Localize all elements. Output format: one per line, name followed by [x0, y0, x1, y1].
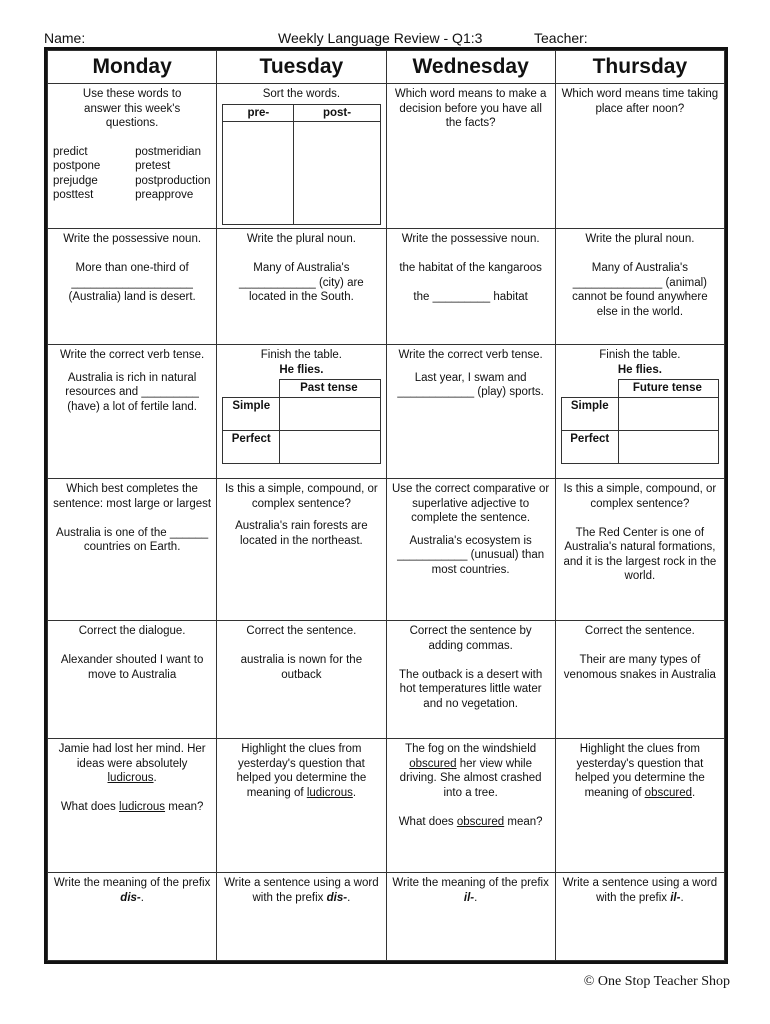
- passage: [53, 742, 211, 786]
- row-corrections: [48, 621, 725, 739]
- question: the habitat of the kangaroos: [399, 262, 542, 274]
- question: Many of Australia's ______________ (animal) cannot be found anywhere else in the world.: [572, 262, 708, 318]
- instruction: Sort the words.: [262, 88, 341, 100]
- instruction: Is this a simple, compound, or complex sentence?: [563, 483, 717, 510]
- question: the _________ habitat: [413, 291, 528, 303]
- passage: [392, 742, 550, 800]
- cell-mon-3: [48, 345, 217, 479]
- question: The outback is a desert with hot temperatures little water and no vegetation.: [399, 668, 543, 710]
- simple-label: Simple: [561, 397, 618, 430]
- instruction: Which best completes the sentence: most large or largest: [53, 483, 212, 510]
- cell-thu-2: [555, 229, 724, 345]
- post-column-header: post-: [294, 104, 380, 122]
- vocab-word: ludicrous: [107, 772, 154, 784]
- prefix: dis-: [326, 891, 348, 904]
- prefix: dis-: [120, 891, 141, 904]
- instruction: Write the plural noun.: [585, 233, 695, 245]
- question: Which word means time taking place after noon?: [561, 88, 719, 115]
- question: Australia's rain forests are located in the northeast.: [235, 520, 368, 547]
- post-answer-box[interactable]: [294, 122, 380, 225]
- cell-tue-4: [217, 479, 386, 621]
- cell-thu-1: [555, 84, 724, 229]
- word-list: [53, 145, 211, 203]
- question: Australia's ecosystem is ___________ (unusual) than most countries.: [397, 534, 545, 576]
- page-header: [44, 30, 730, 48]
- past-tense-table: [222, 379, 380, 464]
- perfect-label: Perfect: [561, 430, 618, 463]
- row-nouns: [48, 229, 725, 345]
- perfect-label: Perfect: [223, 430, 280, 463]
- question: [53, 800, 211, 815]
- cell-tue-2: [217, 229, 386, 345]
- instruction: Use the correct comparative or superlative adjective to complete the sentence.: [392, 483, 550, 524]
- day-header-row: [48, 51, 725, 84]
- cell-tue-7: [217, 873, 386, 961]
- punctuation: .: [474, 891, 478, 904]
- question: Their are many types of venomous snakes in Australia: [563, 654, 716, 681]
- word: predict: [53, 145, 88, 158]
- row-sentences: [48, 479, 725, 621]
- punctuation: .: [691, 786, 696, 799]
- question: More than one-third of ___________________ (Australia) land is desert.: [68, 262, 196, 303]
- cell-mon-1: [48, 84, 217, 229]
- word: postpone: [53, 160, 101, 172]
- cell-wed-5: [386, 621, 555, 739]
- cell-wed-3: [386, 345, 555, 479]
- instruction: Write the possessive noun.: [63, 233, 202, 245]
- pre-column-header: pre-: [223, 104, 294, 122]
- review-sheet: [44, 47, 728, 964]
- cell-mon-4: [48, 479, 217, 621]
- vocab-word: obscured: [644, 786, 692, 799]
- word: preapprove: [135, 189, 194, 201]
- cell-thu-7: [555, 873, 724, 961]
- perfect-answer-box[interactable]: [280, 430, 380, 463]
- review-grid: [47, 50, 725, 961]
- name-label: Name:: [44, 30, 86, 46]
- instruction-text: Highlight the clues from yesterday's question that helped you determine the meaning of: [574, 743, 705, 799]
- question-text: What does: [60, 801, 116, 813]
- instruction: Use these words to answer this week's questions.: [82, 88, 182, 129]
- instruction-text: Write the meaning of the prefix: [53, 877, 211, 889]
- cell-wed-2: [386, 229, 555, 345]
- cell-tue-5: [217, 621, 386, 739]
- question-text: What does: [398, 815, 454, 828]
- simple-answer-box[interactable]: [618, 397, 718, 430]
- cell-mon-7: [48, 873, 217, 961]
- instruction: [222, 742, 380, 800]
- question: Alexander shouted I want to move to Australia: [60, 654, 204, 681]
- cell-wed-1: [386, 84, 555, 229]
- day-tuesday: Tuesday: [217, 51, 386, 84]
- instruction: Write the plural noun.: [246, 233, 356, 245]
- pre-answer-box[interactable]: [223, 122, 294, 225]
- passage-text: her view while driving. She almost crashed into a tree.: [399, 757, 542, 799]
- day-thursday: Thursday: [555, 51, 724, 84]
- cell-mon-6: [48, 739, 217, 873]
- question: Australia is one of the ______ countries on Earth.: [56, 526, 209, 553]
- prefix: il-: [463, 891, 475, 904]
- vocab-word: ludicrous: [306, 786, 353, 799]
- page-title: Weekly Language Review - Q1:3: [278, 30, 483, 46]
- question: The Red Center is one of Australia's natural formations, and it is the largest rock in the world.: [563, 526, 717, 582]
- punctuation: .: [352, 786, 357, 799]
- cell-tue-1: [217, 84, 386, 229]
- vocab-word: ludicrous: [119, 801, 166, 813]
- question: australia is nown for the outback: [240, 654, 363, 681]
- question-text: mean?: [168, 801, 204, 813]
- day-monday: Monday: [48, 51, 217, 84]
- cell-thu-6: [555, 739, 724, 873]
- prefix: il-: [670, 891, 681, 904]
- simple-label: Simple: [223, 397, 280, 430]
- cell-wed-4: [386, 479, 555, 621]
- row-prefix-meaning: [48, 873, 725, 961]
- instruction: Write the correct verb tense.: [60, 349, 205, 361]
- instruction-text: Write the meaning of the prefix: [392, 877, 549, 889]
- cell-wed-6: [386, 739, 555, 873]
- day-wednesday: Wednesday: [386, 51, 555, 84]
- instruction: Correct the sentence by adding commas.: [409, 625, 532, 652]
- vocab-word: obscured: [456, 815, 505, 828]
- blank: [223, 380, 280, 398]
- instruction-text: Highlight the clues from yesterday's question that helped you determine the meaning of: [236, 743, 367, 799]
- word: prejudge: [53, 174, 98, 187]
- question: [392, 815, 550, 830]
- instruction: Finish the table.: [599, 349, 681, 361]
- question: Many of Australia's ____________ (city) are located in the South.: [239, 262, 364, 303]
- blank: [561, 380, 618, 398]
- vocab-word: obscured: [409, 757, 457, 770]
- word: pretest: [135, 160, 171, 172]
- row-verb-tense: [48, 345, 725, 479]
- word: posttest: [53, 189, 94, 201]
- question-text: mean?: [507, 815, 543, 828]
- simple-answer-box[interactable]: [280, 397, 380, 430]
- instruction: Write the correct verb tense.: [398, 349, 543, 361]
- instruction: Is this a simple, compound, or complex sentence?: [224, 483, 378, 510]
- word: postproduction: [135, 174, 211, 187]
- instruction: [561, 742, 719, 800]
- passage-text: The fog on the windshield: [405, 743, 537, 755]
- cell-mon-5: [48, 621, 217, 739]
- teacher-label: Teacher:: [534, 30, 588, 46]
- cell-mon-2: [48, 229, 217, 345]
- cell-wed-7: [386, 873, 555, 961]
- passage-text: Jamie had lost her mind. Her ideas were absolutely: [58, 743, 206, 770]
- question: Which word means to make a decision before you have all the facts?: [394, 88, 547, 129]
- cell-thu-3: [555, 345, 724, 479]
- perfect-answer-box[interactable]: [618, 430, 718, 463]
- instruction: Correct the dialogue.: [78, 625, 186, 637]
- sentence: He flies.: [617, 363, 662, 376]
- row-vocabulary: [48, 739, 725, 873]
- instruction: Correct the sentence.: [584, 625, 695, 637]
- sentence: He flies.: [279, 363, 324, 376]
- row-prefix-words: [48, 84, 725, 229]
- question: Australia is rich in natural resources and _________ (have) a lot of fertile land.: [65, 371, 199, 413]
- instruction-text: Write a sentence using a word with the prefix: [224, 877, 379, 904]
- punctuation: .: [140, 891, 144, 904]
- past-tense-header: Past tense: [280, 380, 380, 398]
- question: Last year, I swam and ____________ (play) sports.: [397, 371, 544, 398]
- instruction: Write the possessive noun.: [401, 233, 540, 245]
- footer-credit: © One Stop Teacher Shop: [583, 974, 730, 989]
- word: postmeridian: [135, 145, 201, 158]
- punctuation: .: [153, 772, 157, 784]
- future-tense-header: Future tense: [618, 380, 718, 398]
- cell-thu-5: [555, 621, 724, 739]
- instruction: Finish the table.: [260, 349, 342, 361]
- punctuation: .: [680, 891, 684, 904]
- instruction: Correct the sentence.: [246, 625, 357, 637]
- cell-thu-4: [555, 479, 724, 621]
- sort-table: [222, 104, 380, 226]
- instruction-text: Write a sentence using a word with the prefix: [562, 877, 718, 904]
- punctuation: .: [347, 891, 351, 904]
- cell-tue-3: [217, 345, 386, 479]
- future-tense-table: [561, 379, 719, 464]
- cell-tue-6: [217, 739, 386, 873]
